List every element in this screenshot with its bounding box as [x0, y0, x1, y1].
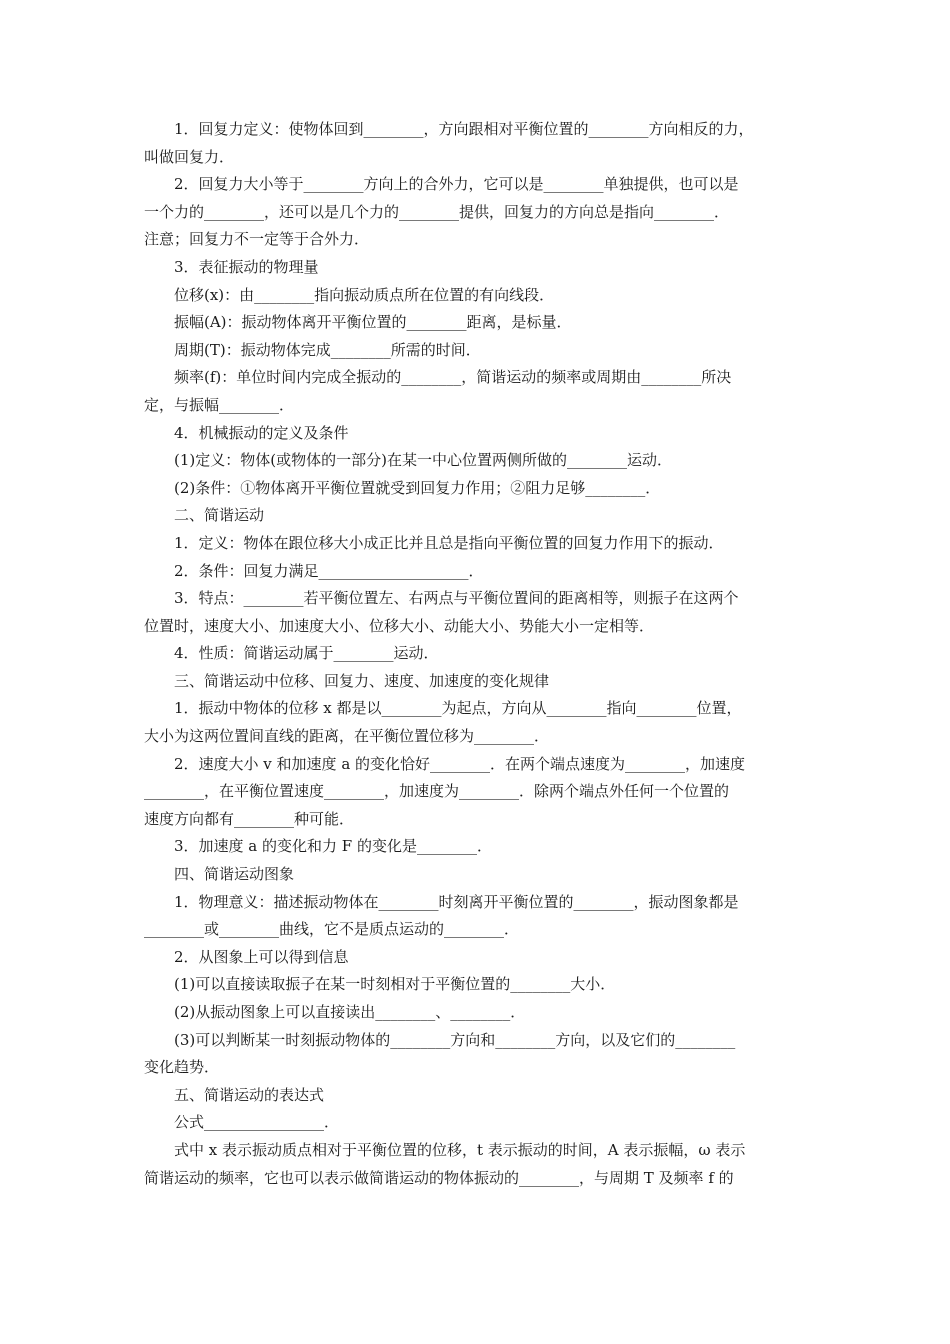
text-line: 公式________________． [174, 1113, 340, 1132]
section-heading: 三、简谐运动中位移、回复力、速度、加速度的变化规律 [174, 671, 550, 690]
text-line: 速度方向都有________种可能． [144, 809, 355, 828]
text-line: ________，在平衡位置速度________，加速度为________．除两个端点外任何一个位置的 [144, 782, 730, 801]
text-line: (1)可以直接读取振子在某一时刻相对于平衡位置的________大小． [174, 975, 616, 994]
text-line: 位置时，速度大小、加速度大小、位移大小、动能大小、势能大小一定相等． [144, 616, 655, 635]
text-line: 简谐运动的频率，它也可以表示做简谐运动的物体振动的________，与周期 T 及频率 f 的 [144, 1168, 734, 1187]
text-line: 变化趋势． [144, 1058, 220, 1077]
text-line: 叫做回复力． [144, 147, 235, 166]
text-line: 1．回复力定义：使物体回到________，方向跟相对平衡位置的________方向相反的力， [174, 120, 754, 138]
text-line: (1)定义：物体(或物体的一部分)在某一中心位置两侧所做的________运动． [174, 451, 672, 470]
text-line: 2．回复力大小等于________方向上的合外力，它可以是________单独提供，也可以是 [174, 175, 739, 194]
text-line: 3．加速度 a 的变化和力 F 的变化是________． [174, 837, 492, 856]
text-line: ________或________曲线，它不是质点运动的________． [144, 920, 520, 939]
text-line: 频率(f)：单位时间内完成全振动的________，简谐运动的频率或周期由________所决 [174, 368, 732, 387]
section-heading: 4．机械振动的定义及条件 [174, 423, 349, 442]
section-heading: 四、简谐运动图象 [174, 865, 295, 884]
text-line: 4．性质：简谐运动属于________运动． [174, 644, 439, 663]
text-line: 2．从图象上可以得到信息 [174, 947, 349, 966]
text-line: 注意；回复力不一定等于合外力． [144, 230, 370, 249]
text-line: (3)可以判断某一时刻振动物体的________方向和________方向，以及它们的________ [174, 1030, 736, 1049]
section-heading: 二、简谐运动 [174, 506, 265, 525]
text-line: 2．条件：回复力满足____________________． [174, 561, 484, 580]
text-line: 定，与振幅________． [144, 395, 295, 414]
text-line: (2)从振动图象上可以直接读出________、________． [174, 1003, 526, 1021]
document-body [144, 116, 812, 1192]
text-line: 式中 x 表示振动质点相对于平衡位置的位移，t 表示振动的时间，A 表示振幅，ω 表示 [174, 1140, 746, 1159]
text-line: 3．特点：________若平衡位置左、右两点与平衡位置间的距离相等，则振子在这两个 [174, 589, 739, 608]
section-heading: 五、简谐运动的表达式 [174, 1085, 325, 1104]
text-line: 1．振动中物体的位移 x 都是以________为起点，方向从________指向________位置， [174, 699, 742, 718]
text-line: 周期(T)：振动物体完成________所需的时间． [174, 340, 481, 359]
text-line: (2)条件：①物体离开平衡位置就受到回复力作用；②阻力足够________． [174, 478, 661, 497]
text-line: 2．速度大小 v 和加速度 a 的变化恰好________．在两个端点速度为________，加速度 [174, 754, 746, 773]
text-line: 1．物理意义：描述振动物体在________时刻离开平衡位置的________，振动图象都是 [174, 892, 739, 911]
text-line: 位移(x)：由________指向振动质点所在位置的有向线段． [174, 285, 555, 304]
text-line: 1．定义：物体在跟位移大小成正比并且总是指向平衡位置的回复力作用下的振动． [174, 533, 724, 552]
text-line: 振幅(A)：振动物体离开平衡位置的________距离，是标量． [174, 313, 572, 332]
text-line: 大小为这两位置间直线的距离，在平衡位置位移为________． [144, 727, 550, 746]
text-line: 一个力的________，还可以是几个力的________提供，回复力的方向总是指向________． [144, 202, 730, 221]
section-heading: 3．表征振动的物理量 [174, 257, 319, 276]
